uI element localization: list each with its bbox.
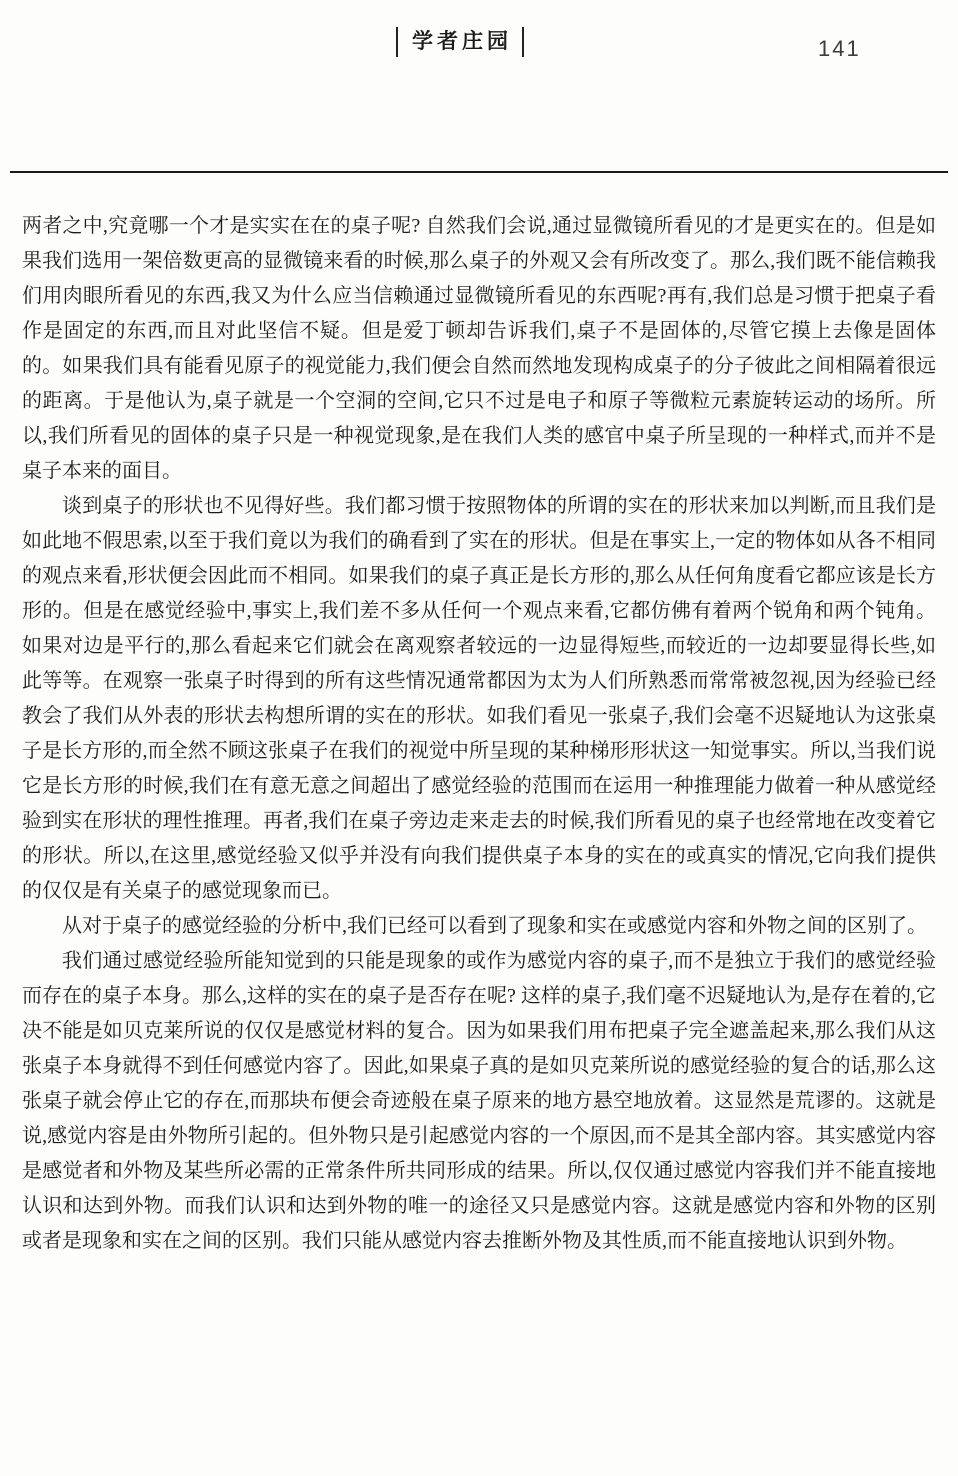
body-paragraph: 从对于桌子的感觉经验的分析中,我们已经可以看到了现象和实在或感觉内容和外物之间的区别了。 xyxy=(62,915,927,937)
body-paragraph: 我们通过感觉经验所能知觉到的只能是现象的或作为感觉内容的桌子,而不是独立于我们的感觉经验而存在的桌子本身。那么,这样的实在的桌子是否存在呢? 这样的桌子,我们毫不迟疑地认为,是存在着的,它决不能是如贝克莱所说的仅仅是感觉材料的复合。因为如果我们用布把桌子完全遮盖起来,那么我们从这张桌子本身就得不到任何感觉内容了。因此,如果桌子真的是如贝克莱所说的感觉经验的复合的话,那么这张桌子就会停止它的存在,而那块布便会奇迹般在桌子原来的地方悬空地放着。这显然是荒谬的。这就是说,感觉内容是由外物所引起的。但外物只是引起感觉内容的一个原因,而不是其全部内容。其实感觉内容是感觉者和外物及某些所必需的正常条件所共同形成的结果。所以,仅仅通过感觉内容我们并不能直接地认识和达到外物。而我们认识和达到外物的唯一的途径又只是感觉内容。这就是感觉内容和外物的区别或者是现象和实在之间的区别。我们只能从感觉内容去推断外物及其性质,而不能直接地认识到外物。 xyxy=(22,950,936,1252)
body-paragraph: 两者之中,究竟哪一个才是实实在在的桌子呢? 自然我们会说,通过显微镜所看见的才是更实在的。但是如果我们选用一架倍数更高的显微镜来看的时候,那么桌子的外观又会有所改变了。那么,我们既不能信赖我们用肉眼所看见的东西,我又为什么应当信赖通过显微镜所看见的东西呢?再有,我们总是习惯于把桌子看作是固定的东西,而且对此坚信不疑。但是爱丁顿却告诉我们,桌子不是固体的,尽管它摸上去像是固体的。如果我们具有能看见原子的视觉能力,我们便会自然而然地发现构成桌子的分子彼此之间相隔着很远的距离。于是他认为,桌子就是一个空洞的空间,它只不过是电子和原子等微粒元素旋转运动的场所。所以,我们所看见的固体的桌子只是一种视觉现象,是在我们人类的感官中桌子所呈现的一种样式,而并不是桌子本来的面目。 xyxy=(22,215,936,482)
page-number: 141 xyxy=(818,36,861,61)
body-text xyxy=(22,209,936,1259)
header-rule xyxy=(10,171,948,173)
body-paragraph: 谈到桌子的形状也不见得好些。我们都习惯于按照物体的所谓的实在的形状来加以判断,而且我们是如此地不假思索,以至于我们竟以为我们的确看到了实在的形状。但是在事实上,一定的物体如从各不相同的观点来看,形状便会因此而不相同。如果我们的桌子真正是长方形的,那么从任何角度看它都应该是长方形的。但是在感觉经验中,事实上,我们差不多从任何一个观点来看,它都仿佛有着两个锐角和两个钝角。如果对边是平行的,那么看起来它们就会在离观察者较远的一边显得短些,而较近的一边却要显得长些,如此等等。在观察一张桌子时得到的所有这些情况通常都因为太为人们所熟悉而常常被忽视,因为经验已经教会了我们从外表的形状去构想所谓的实在的形状。如我们看见一张桌子,我们会毫不迟疑地认为这张桌子是长方形的,而全然不顾这张桌子在我们的视觉中所呈现的某种梯形形状这一知觉事实。所以,当我们说它是长方形的时候,我们在有意无意之间超出了感觉经验的范围而在运用一种推理能力做着一种从感觉经验到实在形状的理性推理。再者,我们在桌子旁边走来走去的时候,我们所看见的桌子也经常地在改变着它的形状。所以,在这里,感觉经验又似乎并没有向我们提供桌子本身的实在的或真实的情况,它向我们提供的仅仅是有关桌子的感觉现象而已。 xyxy=(22,495,936,902)
section-title: 学者庄园 xyxy=(396,27,524,57)
page-header xyxy=(0,0,958,80)
